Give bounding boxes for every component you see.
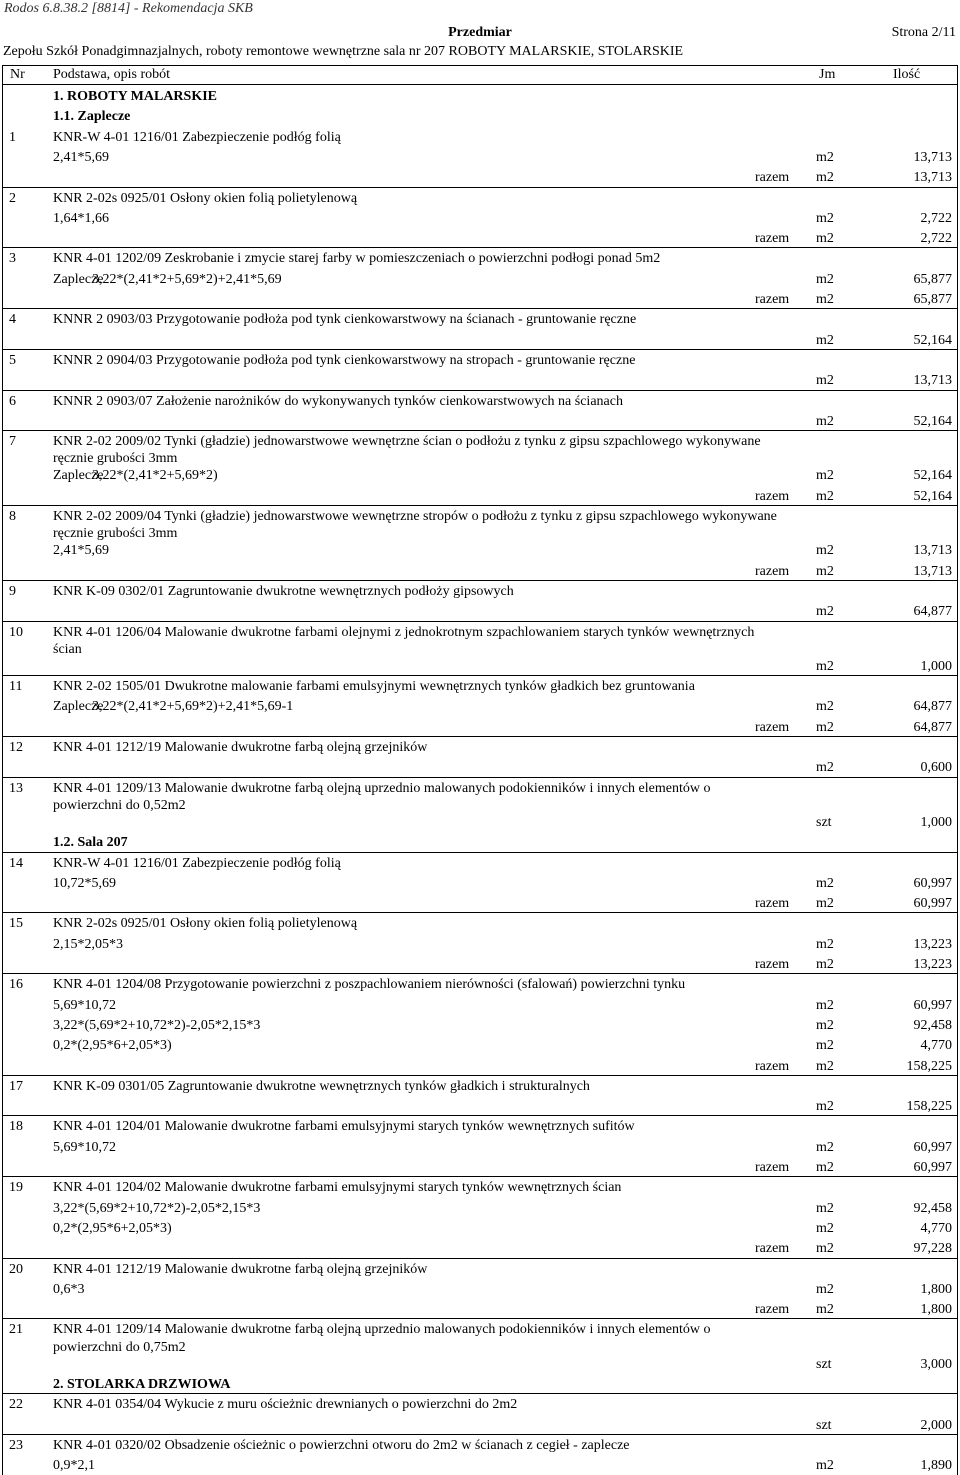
sum-label: razem bbox=[755, 896, 790, 912]
unit: m2 bbox=[816, 271, 834, 287]
measurement-expression: 3,22*(5,69*2+10,72*2)-2,05*2,15*3 bbox=[53, 1200, 261, 1216]
sum-label: razem bbox=[755, 1302, 790, 1318]
table-header bbox=[2, 65, 958, 85]
unit: m2 bbox=[816, 1200, 834, 1216]
unit: m2 bbox=[816, 543, 834, 559]
item-description-continued: ręcznie grubości 3mm bbox=[53, 526, 178, 542]
sum-label: razem bbox=[755, 957, 790, 972]
item-description: KNR 2-02 2009/02 Tynki (gładzie) jednowarstwowe wewnętrzne ścian o podłożu z tynku z gipsu szpachlowego wykonywane bbox=[53, 434, 761, 450]
sum-quantity: 60,997 bbox=[913, 896, 952, 912]
item-number: 17 bbox=[9, 1078, 23, 1094]
quantity: 13,223 bbox=[913, 936, 952, 952]
unit: m2 bbox=[816, 875, 834, 891]
item-number: 12 bbox=[9, 740, 23, 755]
unit: m2 bbox=[816, 1038, 834, 1054]
measurement-expression: 3,22*(5,69*2+10,72*2)-2,05*2,15*3 bbox=[53, 1017, 261, 1033]
sum-label: razem bbox=[755, 292, 790, 307]
measurement-label: Zaplecze bbox=[53, 271, 104, 287]
quantity: 1,890 bbox=[920, 1458, 952, 1474]
sum-quantity: 158,225 bbox=[906, 1058, 952, 1074]
item-number: 7 bbox=[9, 434, 16, 450]
item-description: KNR 2-02s 0925/01 Osłony okien folią polietylenową bbox=[53, 190, 358, 206]
quantity: 1,800 bbox=[920, 1281, 952, 1297]
item-number: 2 bbox=[9, 190, 16, 206]
unit: m2 bbox=[816, 1302, 834, 1318]
row-divider bbox=[2, 777, 958, 778]
sum-quantity: 13,713 bbox=[913, 170, 952, 186]
item-number: 3 bbox=[9, 251, 16, 267]
document-title: Przedmiar bbox=[448, 25, 512, 40]
unit: m2 bbox=[816, 1458, 834, 1474]
unit: m2 bbox=[816, 1058, 834, 1074]
item-description-continued: ręcznie grubości 3mm bbox=[53, 451, 178, 467]
quantity: 52,164 bbox=[913, 332, 952, 348]
measurement-expression: 5,69*10,72 bbox=[53, 997, 116, 1013]
item-description: KNR 4-01 1202/09 Zeskrobanie i zmycie starej farby w pomieszczeniach o powierzchni podłogi ponad 5m2 bbox=[53, 251, 661, 267]
unit: m2 bbox=[816, 1241, 834, 1257]
page-number: Strona 2/11 bbox=[891, 25, 956, 40]
quantity: 2,000 bbox=[920, 1417, 952, 1433]
sum-label: razem bbox=[755, 1058, 790, 1074]
item-number: 23 bbox=[9, 1437, 23, 1453]
row-divider bbox=[2, 736, 958, 737]
column-header-description: Podstawa, opis robót bbox=[53, 67, 171, 82]
item-description-continued: powierzchni do 0,52m2 bbox=[53, 797, 186, 813]
row-divider bbox=[2, 187, 958, 188]
measurement-expression: 10,72*5,69 bbox=[53, 875, 116, 891]
row-divider bbox=[2, 1318, 958, 1319]
unit: m2 bbox=[816, 210, 834, 226]
unit: m2 bbox=[816, 1099, 834, 1115]
item-description: KNR 4-01 1204/02 Malowanie dwukrotne farbami emulsyjnymi starych tynków wewnętrznych ścian bbox=[53, 1180, 622, 1196]
row-divider bbox=[2, 349, 958, 350]
measurement-label: Zaplecze bbox=[53, 468, 104, 484]
column-header-unit: Jm bbox=[819, 67, 836, 82]
unit: m2 bbox=[816, 563, 834, 579]
unit: szt bbox=[816, 1417, 832, 1433]
sum-quantity: 97,228 bbox=[913, 1241, 952, 1257]
item-description-continued: powierzchni do 0,75m2 bbox=[53, 1339, 186, 1355]
quantity: 1,000 bbox=[920, 658, 952, 674]
sum-quantity: 13,223 bbox=[913, 957, 952, 972]
column-header-nr: Nr bbox=[10, 67, 25, 82]
unit: m2 bbox=[816, 957, 834, 972]
row-divider bbox=[2, 247, 958, 248]
item-number: 4 bbox=[9, 312, 16, 328]
quantity: 1,000 bbox=[920, 814, 952, 830]
quantity: 60,997 bbox=[913, 875, 952, 891]
quantity: 52,164 bbox=[913, 413, 952, 429]
sum-quantity: 52,164 bbox=[913, 488, 952, 504]
item-description: KNR 2-02 1505/01 Dwukrotne malowanie farbami emulsyjnymi wewnętrznych tynków gładkich bez gruntowania bbox=[53, 679, 695, 695]
unit: m2 bbox=[816, 149, 834, 165]
quantity: 4,770 bbox=[920, 1038, 952, 1054]
unit: m2 bbox=[816, 413, 834, 429]
item-description: KNR 4-01 1209/14 Malowanie dwukrotne farbą olejną uprzednio malowanych podokienników i innych elementów o bbox=[53, 1322, 711, 1338]
row-divider bbox=[2, 621, 958, 622]
quantity: 0,600 bbox=[920, 760, 952, 776]
row-divider bbox=[2, 852, 958, 853]
unit: m2 bbox=[816, 699, 834, 715]
unit: m2 bbox=[816, 292, 834, 307]
quantity: 92,458 bbox=[913, 1200, 952, 1216]
item-description: KNR K-09 0301/05 Zagruntowanie dwukrotne wewnętrznych tynków gładkich i strukturalnych bbox=[53, 1078, 590, 1094]
item-description: KNR 2-02s 0925/01 Osłony okien folią polietylenową bbox=[53, 916, 358, 932]
quantity: 3,000 bbox=[920, 1356, 952, 1372]
item-description: KNR 4-01 1206/04 Malowanie dwukrotne farbami olejnymi z jednokrotnym szpachlowaniem starych tynków wewnętrznych bbox=[53, 624, 755, 640]
measurement-expression: 2,41*5,69 bbox=[53, 543, 109, 559]
sum-label: razem bbox=[755, 488, 790, 504]
unit: m2 bbox=[816, 1160, 834, 1175]
unit: m2 bbox=[816, 468, 834, 484]
row-divider bbox=[2, 308, 958, 309]
sum-label: razem bbox=[755, 170, 790, 186]
column-header-quantity: Ilość bbox=[893, 67, 921, 82]
unit: m2 bbox=[816, 332, 834, 348]
quantity: 64,877 bbox=[913, 604, 952, 620]
row-divider bbox=[2, 430, 958, 431]
item-description: KNNR 2 0904/03 Przygotowanie podłoża pod tynk cienkowarstwowy na stropach - gruntowanie ręczne bbox=[53, 352, 636, 368]
section-heading: 1. ROBOTY MALARSKIE bbox=[53, 89, 218, 104]
item-description: KNR 4-01 1204/08 Przygotowanie powierzchni z poszpachlowaniem nierówności (sfalowań) powierzchni tynku bbox=[53, 977, 686, 993]
item-number: 9 bbox=[9, 583, 16, 599]
unit: m2 bbox=[816, 997, 834, 1013]
quantity: 13,713 bbox=[913, 149, 952, 165]
section-heading: 1.2. Sala 207 bbox=[53, 835, 128, 851]
sum-label: razem bbox=[755, 231, 790, 247]
unit: m2 bbox=[816, 1220, 834, 1236]
unit: m2 bbox=[816, 658, 834, 674]
item-description: KNR 4-01 1204/01 Malowanie dwukrotne farbami emulsyjnymi starych tynków wewnętrznych sufitów bbox=[53, 1119, 635, 1135]
measurement-expression: 0,6*3 bbox=[53, 1281, 85, 1297]
unit: m2 bbox=[816, 760, 834, 776]
unit: m2 bbox=[816, 896, 834, 912]
measurement-expression: 2,41*5,69 bbox=[53, 149, 109, 165]
item-number: 20 bbox=[9, 1261, 23, 1277]
row-divider bbox=[2, 580, 958, 581]
row-divider bbox=[2, 1176, 958, 1177]
item-number: 11 bbox=[9, 679, 23, 695]
sum-quantity: 64,877 bbox=[913, 719, 952, 735]
row-divider bbox=[2, 1075, 958, 1076]
unit: m2 bbox=[816, 231, 834, 247]
item-number: 8 bbox=[9, 509, 16, 524]
unit: m2 bbox=[816, 1017, 834, 1033]
unit: m2 bbox=[816, 1139, 834, 1155]
measurement-expression: 3,22*(2,41*2+5,69*2) bbox=[92, 468, 218, 484]
unit: m2 bbox=[816, 373, 834, 389]
item-number: 15 bbox=[9, 916, 23, 932]
item-description: KNNR 2 0903/03 Przygotowanie podłoża pod tynk cienkowarstwowy na ścianach - gruntowanie ręczne bbox=[53, 312, 637, 328]
sum-quantity: 60,997 bbox=[913, 1160, 952, 1175]
item-number: 1 bbox=[9, 129, 16, 145]
measurement-expression: 3,22*(2,41*2+5,69*2)+2,41*5,69-1 bbox=[92, 699, 294, 715]
row-divider bbox=[2, 1393, 958, 1394]
unit: m2 bbox=[816, 936, 834, 952]
item-number: 5 bbox=[9, 352, 16, 368]
section-heading: 1.1. Zaplecze bbox=[53, 109, 131, 125]
unit: m2 bbox=[816, 1281, 834, 1297]
section-heading: 2. STOLARKA DRZWIOWA bbox=[53, 1377, 231, 1392]
item-description: KNR K-09 0302/01 Zagruntowanie dwukrotne wewnętrznych podłoży gipsowych bbox=[53, 583, 514, 599]
sum-quantity: 1,800 bbox=[920, 1302, 952, 1318]
unit: szt bbox=[816, 814, 832, 830]
sum-quantity: 13,713 bbox=[913, 563, 952, 579]
sum-label: razem bbox=[755, 1160, 790, 1175]
item-number: 21 bbox=[9, 1322, 23, 1338]
table-left-border bbox=[2, 85, 3, 1475]
unit: m2 bbox=[816, 719, 834, 735]
row-divider bbox=[2, 973, 958, 974]
item-number: 18 bbox=[9, 1119, 23, 1135]
item-number: 13 bbox=[9, 780, 23, 796]
sum-label: razem bbox=[755, 1241, 790, 1257]
sum-label: razem bbox=[755, 563, 790, 579]
quantity: 92,458 bbox=[913, 1017, 952, 1033]
item-description: KNNR 2 0903/07 Założenie narożników do wykonywanych tynków cienkowarstwowych na ścianach bbox=[53, 393, 623, 409]
item-number: 22 bbox=[9, 1397, 23, 1413]
row-divider bbox=[2, 1258, 958, 1259]
item-description: KNR-W 4-01 1216/01 Zabezpieczenie podłóg folią bbox=[53, 855, 341, 871]
quantity: 158,225 bbox=[906, 1099, 952, 1115]
measurement-label: Zaplecze bbox=[53, 699, 104, 715]
measurement-expression: 1,64*1,66 bbox=[53, 210, 109, 226]
row-divider bbox=[2, 1434, 958, 1435]
quantity: 52,164 bbox=[913, 468, 952, 484]
unit: m2 bbox=[816, 170, 834, 186]
item-number: 10 bbox=[9, 624, 23, 640]
quantity: 4,770 bbox=[920, 1220, 952, 1236]
item-description-continued: ścian bbox=[53, 641, 82, 657]
row-divider bbox=[2, 505, 958, 506]
unit: m2 bbox=[816, 604, 834, 620]
quantity: 65,877 bbox=[913, 271, 952, 287]
measurement-expression: 0,2*(2,95*6+2,05*3) bbox=[53, 1220, 172, 1236]
sum-quantity: 2,722 bbox=[920, 231, 952, 247]
measurement-expression: 5,69*10,72 bbox=[53, 1139, 116, 1155]
item-description: KNR 4-01 1212/19 Malowanie dwukrotne farbą olejną grzejników bbox=[53, 1261, 428, 1277]
item-description: KNR 4-01 0320/02 Obsadzenie ościeżnic o powierzchni otworu do 2m2 w ścianach z cegieł - zaplecze bbox=[53, 1437, 630, 1453]
item-description: KNR 2-02 2009/04 Tynki (gładzie) jednowarstwowe wewnętrzne stropów o podłożu z tynku z gipsu szpachlowego wykonywane bbox=[53, 509, 777, 524]
measurement-expression: 0,2*(2,95*6+2,05*3) bbox=[53, 1038, 172, 1054]
measurement-expression: 2,15*2,05*3 bbox=[53, 936, 123, 952]
unit: szt bbox=[816, 1356, 832, 1372]
item-number: 19 bbox=[9, 1180, 23, 1196]
quantity: 2,722 bbox=[920, 210, 952, 226]
unit: m2 bbox=[816, 488, 834, 504]
item-number: 16 bbox=[9, 977, 23, 993]
row-divider bbox=[2, 912, 958, 913]
sum-label: razem bbox=[755, 719, 790, 735]
item-number: 6 bbox=[9, 393, 16, 409]
document-subtitle: Zepołu Szkół Ponadgimnazjalnych, roboty remontowe wewnętrzne sala nr 207 ROBOTY MALARSKIE, STOLARSKIE bbox=[3, 44, 684, 59]
row-divider bbox=[2, 675, 958, 676]
quantity: 13,713 bbox=[913, 373, 952, 389]
quantity: 13,713 bbox=[913, 543, 952, 559]
row-divider bbox=[2, 1115, 958, 1116]
item-description: KNR-W 4-01 1216/01 Zabezpieczenie podłóg folią bbox=[53, 129, 341, 145]
item-description: KNR 4-01 0354/04 Wykucie z muru ościeżnic drewnianych o powierzchni do 2m2 bbox=[53, 1397, 518, 1413]
item-number: 14 bbox=[9, 855, 23, 871]
quantity: 60,997 bbox=[913, 997, 952, 1013]
table-right-border bbox=[957, 85, 958, 1475]
measurement-expression: 0,9*2,1 bbox=[53, 1458, 95, 1474]
quantity: 60,997 bbox=[913, 1139, 952, 1155]
app-title: Rodos 6.8.38.2 [8814] - Rekomendacja SKB bbox=[4, 1, 253, 16]
item-description: KNR 4-01 1209/13 Malowanie dwukrotne farbą olejną uprzednio malowanych podokienników i innych elementów o bbox=[53, 780, 711, 796]
measurement-expression: 3,22*(2,41*2+5,69*2)+2,41*5,69 bbox=[92, 271, 282, 287]
sum-quantity: 65,877 bbox=[913, 292, 952, 307]
item-description: KNR 4-01 1212/19 Malowanie dwukrotne farbą olejną grzejników bbox=[53, 740, 428, 755]
quantity: 64,877 bbox=[913, 699, 952, 715]
row-divider bbox=[2, 390, 958, 391]
